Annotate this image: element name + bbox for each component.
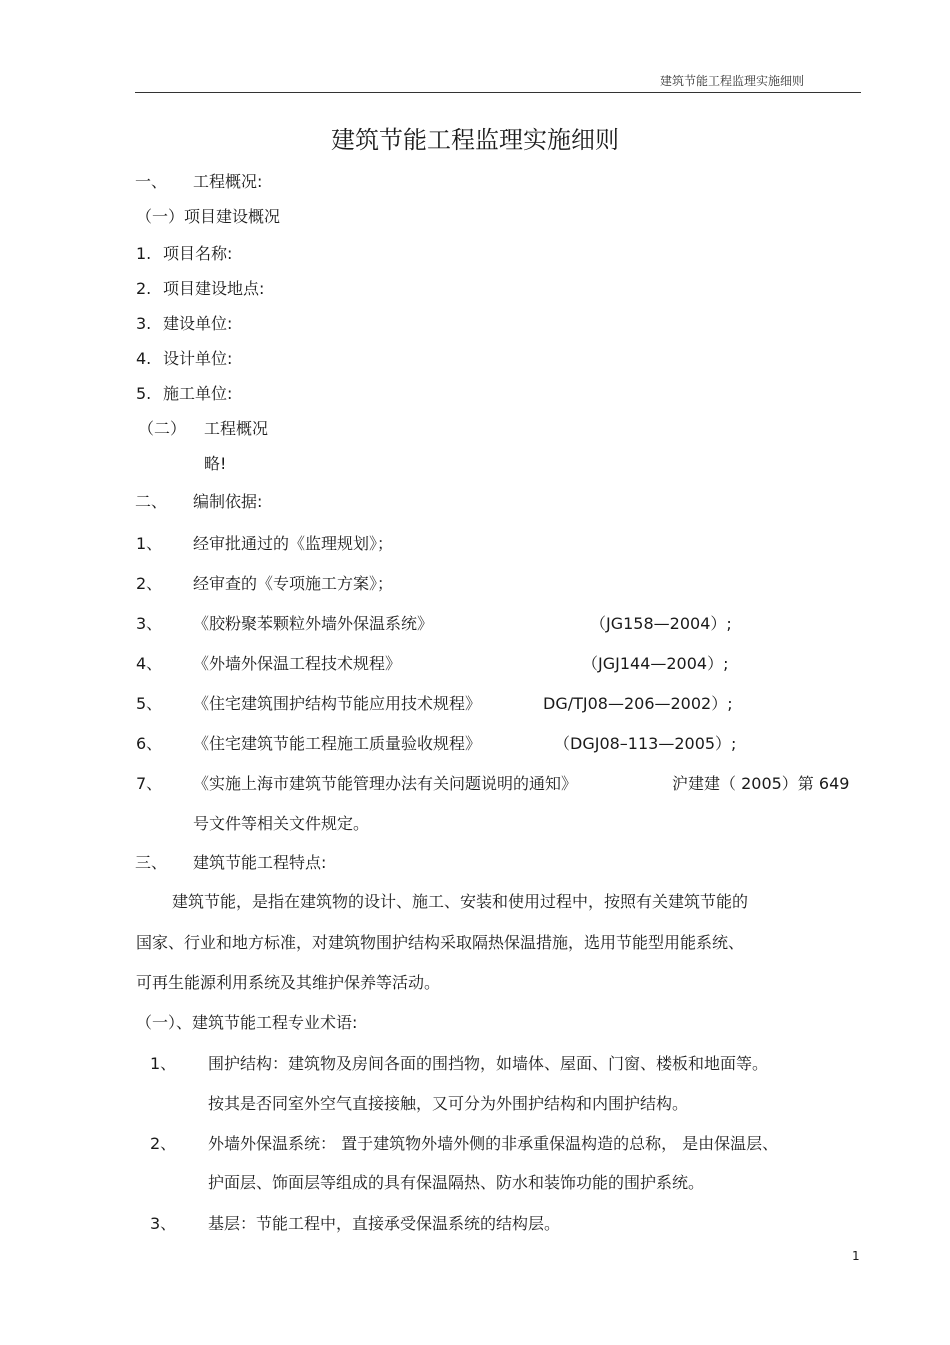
item-number: 3. — [136, 314, 152, 333]
basis-number: 1、 — [136, 534, 163, 553]
basis-number: 4、 — [136, 654, 163, 673]
section-2-number: 二、 — [135, 492, 168, 511]
basis-code: DG/TJ08—206—2002）; — [543, 694, 733, 713]
section-3-number: 三、 — [135, 853, 168, 872]
basis-number: 6、 — [136, 734, 163, 753]
term-number: 3、 — [150, 1214, 177, 1233]
section-2-heading: 编制依据: — [193, 492, 263, 511]
subsection-1-2-body: 略! — [204, 454, 227, 473]
basis-text-continued: 号文件等相关文件规定。 — [193, 814, 370, 833]
paragraph-line: 建筑节能，是指在建筑物的设计、施工、安装和使用过程中，按照有关建筑节能的 — [172, 892, 749, 911]
basis-text: 经审查的《专项施工方案》； — [193, 574, 394, 593]
term-definition-continued: 护面层、饰面层等组成的具有保温隔热、防水和装饰功能的围护系统。 — [208, 1173, 705, 1192]
item-project-name: 项目名称: — [163, 244, 233, 263]
term-number: 2、 — [150, 1134, 177, 1153]
basis-code: （DGJ08–113—2005）; — [554, 734, 737, 753]
basis-number: 3、 — [136, 614, 163, 633]
term-definition-continued: 按其是否同室外空气直接接触，又可分为外围护结构和内围护结构。 — [208, 1094, 689, 1113]
item-project-location: 项目建设地点: — [163, 279, 265, 298]
term-definition: 基层：节能工程中，直接承受保温系统的结构层。 — [208, 1214, 561, 1233]
term-definition: 外墙外保温系统： 置于建筑物外墙外侧的非承重保温构造的总称， 是由保温层、 — [208, 1134, 779, 1153]
paragraph-line: 国家、行业和地方标准，对建筑物围护结构采取隔热保温措施，选用节能型用能系统、 — [136, 933, 745, 952]
basis-text: 《胶粉聚苯颗粒外墙外保温系统》 — [193, 614, 434, 633]
basis-number: 2、 — [136, 574, 163, 593]
subsection-3-1: （一）、建筑节能工程专业术语: — [136, 1013, 358, 1032]
subsection-1-2-number: （二） — [138, 419, 187, 438]
item-owner: 建设单位: — [163, 314, 233, 333]
running-header: 建筑节能工程监理实施细则 — [659, 74, 804, 88]
term-number: 1、 — [150, 1054, 177, 1073]
document-title: 建筑节能工程监理实施细则 — [331, 126, 619, 154]
item-designer: 设计单位: — [163, 349, 233, 368]
subsection-1-2-heading: 工程概况 — [204, 419, 269, 438]
basis-text: 《外墙外保温工程技术规程》 — [193, 654, 402, 673]
basis-number: 5、 — [136, 694, 163, 713]
basis-text: 《住宅建筑节能工程施工质量验收规程》 — [193, 734, 482, 753]
basis-number: 7、 — [136, 774, 163, 793]
section-1-number: 一、 — [135, 172, 168, 191]
header-rule — [135, 92, 861, 93]
item-number: 2. — [136, 279, 152, 298]
basis-text: 《实施上海市建筑节能管理办法有关问题说明的通知》 — [193, 774, 578, 793]
section-3-heading: 建筑节能工程特点: — [193, 853, 327, 872]
page-number: 1 — [852, 1249, 860, 1263]
basis-text: 《住宅建筑围护结构节能应用技术规程》 — [193, 694, 482, 713]
item-number: 1. — [136, 244, 152, 263]
paragraph-line: 可再生能源利用系统及其维护保养等活动。 — [136, 973, 441, 992]
item-contractor: 施工单位: — [163, 384, 233, 403]
term-definition: 围护结构：建筑物及房间各面的围挡物，如墙体、屋面、门窗、楼板和地面等。 — [208, 1054, 769, 1073]
basis-text: 经审批通过的《监理规划》； — [193, 534, 394, 553]
item-number: 4. — [136, 349, 152, 368]
section-1-heading: 工程概况: — [193, 172, 263, 191]
basis-code: （JG158—2004）; — [590, 614, 732, 633]
item-number: 5. — [136, 384, 152, 403]
basis-code: 沪建建（ 2005）第 649 — [672, 774, 850, 793]
basis-code: （JGJ144—2004）; — [582, 654, 729, 673]
subsection-1-1: （一）项目建设概况 — [136, 207, 281, 226]
